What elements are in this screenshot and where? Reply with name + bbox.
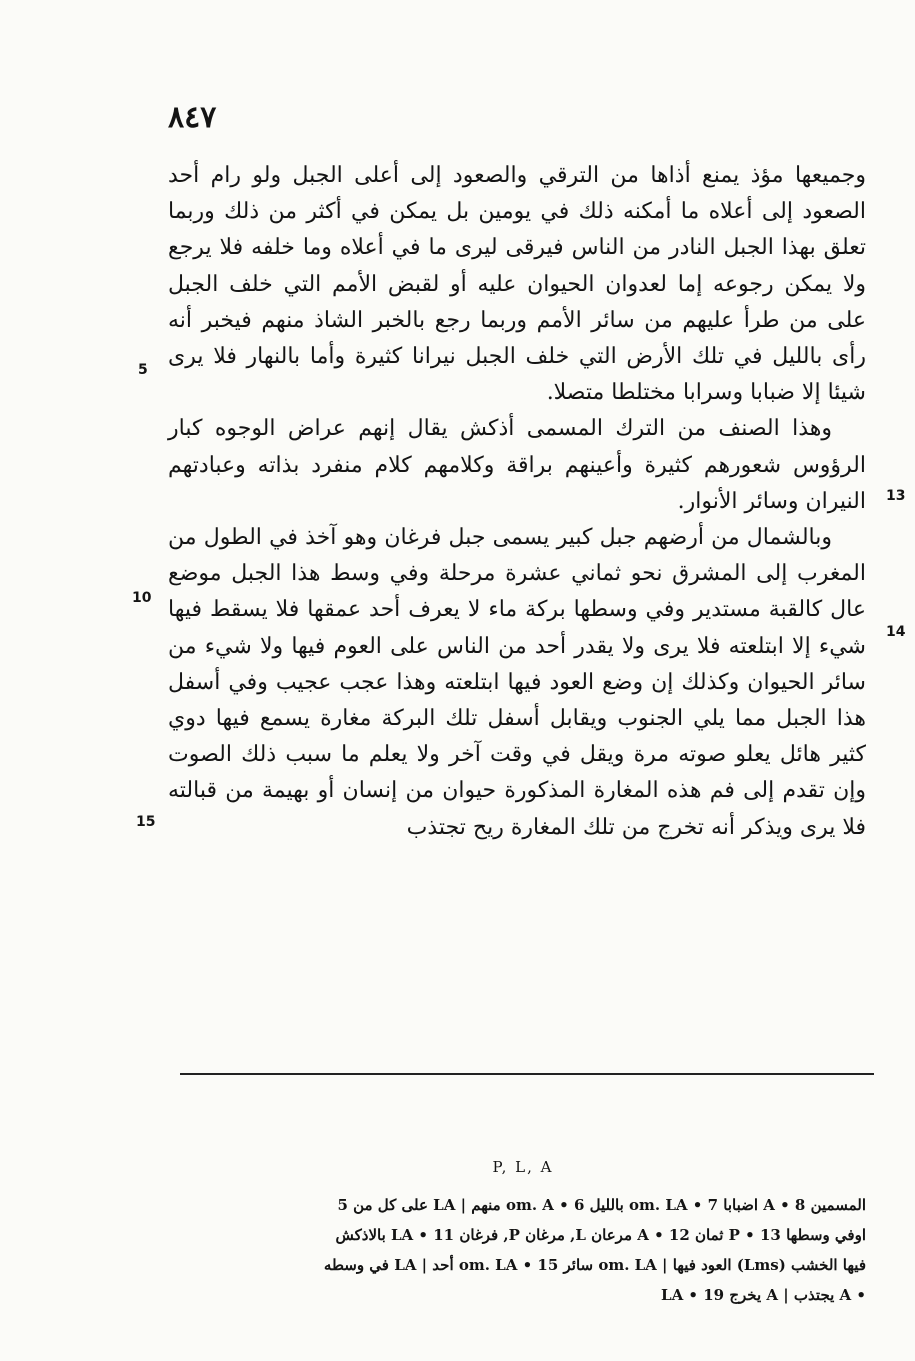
paragraph-number-14: 14: [886, 624, 906, 640]
paragraph-number-13: 13: [886, 488, 906, 504]
line-number-5: 5: [138, 362, 148, 378]
apparatus-line: فيها الخشب (Lms) العود فيها | om. LA سائر 15 • om. LA أحد | LA في وسطه: [323, 1256, 866, 1274]
manuscript-sigla: P, L, A: [492, 1158, 554, 1176]
line-number-15: 15: [136, 814, 156, 830]
apparatus-line: اوفي وسطها 13 • P ثمان 12 • A مرعان L, مرغان P, فرغان 11 • LA بالاذكش: [335, 1226, 866, 1244]
apparatus-line: • A يجتذب | A يخرج 19 • LA: [661, 1286, 866, 1304]
paragraph-13: وهذا الصنف من الترك المسمى أذكش يقال إنهم عراض الوجوه كبار الرؤوس شعورهم كثيرة وأعينهم براقة وكلامهم كلام منفرد بذاته وعبادتهم النيران وسائر الأنوار.: [168, 416, 866, 514]
critical-apparatus: [180, 1190, 866, 1310]
main-text: [168, 158, 866, 846]
footnote-divider: [180, 1073, 874, 1075]
apparatus-line: المسمين 8 • A اضبابا 7 • om. LA بالليل 6 • om. A منهم | LA على كل من 5: [337, 1196, 866, 1214]
paragraph-1: وجميعها مؤذ يمنع أذاها من الترقي والصعود إلى أعلى الجبل ولو رام أحد الصعود إلى أعلاه ما أمكنه ذلك في يومين بل يمكن في أكثر من ذلك وربما تعلق بهذا الجبل النادر من الناس فيرقى ليرى ما في أعلاه وما خلفه فلا يرجع ولا يمكن رجوعه إما لعدوان الحيوان عليه أو لقبض الأمم التي خلف الجبل على من طرأ عليهم من سائر الأمم وربما رجع بالخبر الشاذ منهم فيخبر أنه رأى بالليل في تلك الأرض التي خلف الجبل نيرانا كثيرة وأما بالنهار فلا يرى شيئا إلا ضبابا وسرابا مختلطا متصلا.: [168, 163, 866, 406]
page-number: ٨٤٧: [168, 100, 217, 135]
line-number-10: 10: [132, 590, 152, 606]
paragraph-14: وبالشمال من أرضهم جبل كبير يسمى جبل فرغان وهو آخذ في الطول من المغرب إلى المشرق نحو ثماني عشرة مرحلة وفي وسط هذا الجبل موضع عال كالقبة مستدير وفي وسطها بركة ماء لا يعرف أحد عمقها فلا يسقط فيها شيء إلا ابتلعته فلا يرى ولا يقدر أحد من الناس على العوم فيها ولا شيء من سائر الحيوان وكذلك إن وضع العود فيها ابتلعته وهذا عجب عجيب وفي أسفل هذا الجبل مما يلي الجنوب ويقابل أسفل تلك البركة مغارة يسمع فيها دوي كثير هائل يعلو صوته مرة ويقل في وقت آخر ولا يعلم ما سبب ذلك الصوت وإن تقدم إلى فم هذه المغارة المذكورة حيوان من إنسان أو بهيمة من قبالته فلا يرى ويذكر أنه تخرج من تلك المغارة ريح تجتذب: [168, 525, 866, 840]
